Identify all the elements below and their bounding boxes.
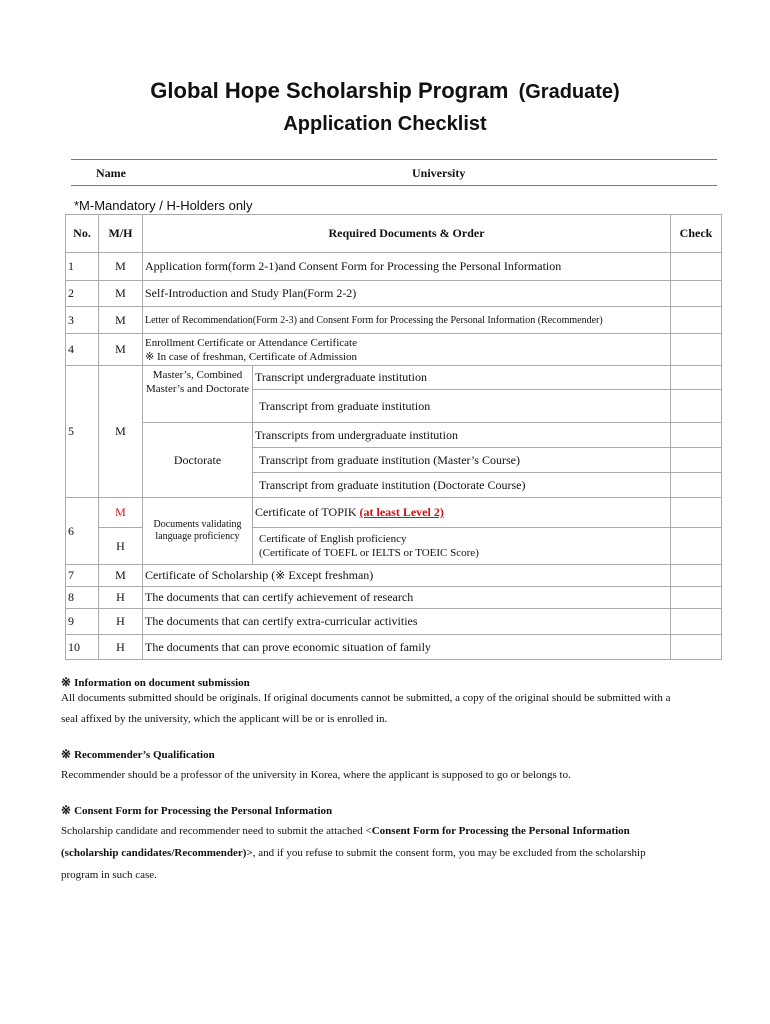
checklist-table <box>65 214 722 660</box>
check-cell[interactable] <box>671 565 722 587</box>
info-line-1: All documents submitted should be originals. If original documents cannot be submitted, a copy of the original should be submitted with a <box>61 692 671 704</box>
table-row <box>66 609 722 635</box>
reference-mark-icon: ※ <box>61 675 72 689</box>
row-doc <box>143 334 671 366</box>
row-doc-note: ※ In case of freshman, Certificate of Admission <box>145 350 358 363</box>
row-no: 8 <box>66 587 99 609</box>
table-row <box>66 366 722 390</box>
col-check: Check <box>671 215 722 253</box>
table-header-row <box>66 215 722 253</box>
row-no: 3 <box>66 307 99 334</box>
page-title <box>0 78 770 104</box>
row-doc <box>253 528 671 565</box>
reference-mark-icon: ※ <box>61 803 72 817</box>
table-row <box>66 281 722 307</box>
check-cell[interactable] <box>671 423 722 448</box>
table-row <box>66 565 722 587</box>
col-docs: Required Documents & Order <box>143 215 671 253</box>
name-label: Name <box>96 166 126 180</box>
row-no: 6 <box>66 498 99 565</box>
row-doc-line: (Certificate of TOEFL or IELTS or TOEIC Score) <box>259 547 479 559</box>
row-doc: Transcript undergraduate institution <box>253 366 671 390</box>
table-row <box>66 635 722 660</box>
consent-heading-text: Consent Form for Processing the Personal Information <box>74 805 333 817</box>
table-row <box>66 423 722 448</box>
table-row <box>66 498 722 528</box>
row-mh: M <box>99 565 143 587</box>
col-mh: M/H <box>99 215 143 253</box>
reference-mark-icon: ※ <box>61 747 72 761</box>
topik-level-highlight: (at least Level 2) <box>359 505 444 519</box>
legend: *M-Mandatory / H-Holders only <box>74 198 253 213</box>
row-mh: M <box>99 366 143 498</box>
title-main: Global Hope Scholarship Program <box>150 78 509 103</box>
check-cell[interactable] <box>671 281 722 307</box>
consent-line-1 <box>61 825 721 837</box>
row-mh: H <box>99 587 143 609</box>
row-doc-line: Certificate of English proficiency <box>259 533 407 545</box>
consent-heading <box>61 803 332 818</box>
check-cell[interactable] <box>671 528 722 565</box>
row-doc: Transcript from graduate institution (Doctorate Course) <box>253 473 671 498</box>
topik-label: Certificate of TOPIK <box>255 505 357 519</box>
row-no: 10 <box>66 635 99 660</box>
row-mh: H <box>99 635 143 660</box>
row-no: 7 <box>66 565 99 587</box>
row-no: 2 <box>66 281 99 307</box>
row-no: 5 <box>66 366 99 498</box>
info-line-2: seal affixed by the university, which the applicant will be or is enrolled in. <box>61 713 388 725</box>
row-doc: Transcript from graduate institution (Master’s Course) <box>253 448 671 473</box>
row-doc: Letter of Recommendation(Form 2-3) and Consent Form for Processing the Personal Information (Recommender) <box>143 307 671 334</box>
recommender-line: Recommender should be a professor of the university in Korea, where the applicant is supposed to go or belongs to. <box>61 769 571 781</box>
university-label: University <box>412 166 466 180</box>
row5-group-doctorate: Doctorate <box>143 423 253 498</box>
check-cell[interactable] <box>671 307 722 334</box>
table-row <box>66 334 722 366</box>
row-doc: The documents that can prove economic situation of family <box>143 635 671 660</box>
row-no: 9 <box>66 609 99 635</box>
row-doc: Transcript from graduate institution <box>253 390 671 423</box>
row-mh: M <box>99 498 143 528</box>
name-university-row <box>71 159 717 186</box>
check-cell[interactable] <box>671 587 722 609</box>
row6-group: Documents validating language proficiency <box>143 498 253 565</box>
consent-form-qualifier: (scholarship candidates/Recommender)> <box>61 847 253 859</box>
page-subtitle: Application Checklist <box>283 113 487 135</box>
check-cell[interactable] <box>671 390 722 423</box>
row-doc: Certificate of Scholarship (※ Except freshman) <box>143 565 671 587</box>
row-no: 1 <box>66 253 99 281</box>
row-doc: Transcripts from undergraduate institution <box>253 423 671 448</box>
check-cell[interactable] <box>671 609 722 635</box>
row-no: 4 <box>66 334 99 366</box>
consent-line-2 <box>61 847 721 859</box>
consent-text: Scholarship candidate and recommender need to submit the attached < <box>61 825 372 837</box>
row5-group-masters: Master’s, Combined Master’s and Doctorate <box>143 366 253 423</box>
row-doc: The documents that can certify achievement of research <box>143 587 671 609</box>
check-cell[interactable] <box>671 448 722 473</box>
table-row <box>66 253 722 281</box>
row-mh: H <box>99 609 143 635</box>
row-doc-line: Enrollment Certificate or Attendance Certificate <box>145 336 357 349</box>
check-cell[interactable] <box>671 498 722 528</box>
row-doc <box>253 498 671 528</box>
row-doc: Self-Introduction and Study Plan(Form 2-2) <box>143 281 671 307</box>
table-row <box>66 587 722 609</box>
consent-line-3: program in such case. <box>61 869 157 881</box>
row-mh: M <box>99 307 143 334</box>
recommender-heading-text: Recommender’s Qualification <box>74 749 215 761</box>
row-mh: M <box>99 281 143 307</box>
table-row <box>66 307 722 334</box>
consent-form-name: Consent Form for Processing the Personal Information <box>371 825 630 837</box>
check-cell[interactable] <box>671 334 722 366</box>
row-doc: The documents that can certify extra-curricular activities <box>143 609 671 635</box>
info-heading-text: Information on document submission <box>74 677 250 689</box>
row-doc: Application form(form 2-1)and Consent Form for Processing the Personal Information <box>143 253 671 281</box>
row-mh: H <box>99 528 143 565</box>
check-cell[interactable] <box>671 253 722 281</box>
consent-text: , and if you refuse to submit the consent form, you may be excluded from the scholarship <box>252 847 646 859</box>
check-cell[interactable] <box>671 635 722 660</box>
check-cell[interactable] <box>671 473 722 498</box>
row-mh: M <box>99 253 143 281</box>
recommender-heading <box>61 747 215 762</box>
row-mh: M <box>99 334 143 366</box>
title-sub: (Graduate) <box>518 81 620 103</box>
col-no: No. <box>66 215 99 253</box>
info-heading <box>61 675 250 690</box>
check-cell[interactable] <box>671 366 722 390</box>
